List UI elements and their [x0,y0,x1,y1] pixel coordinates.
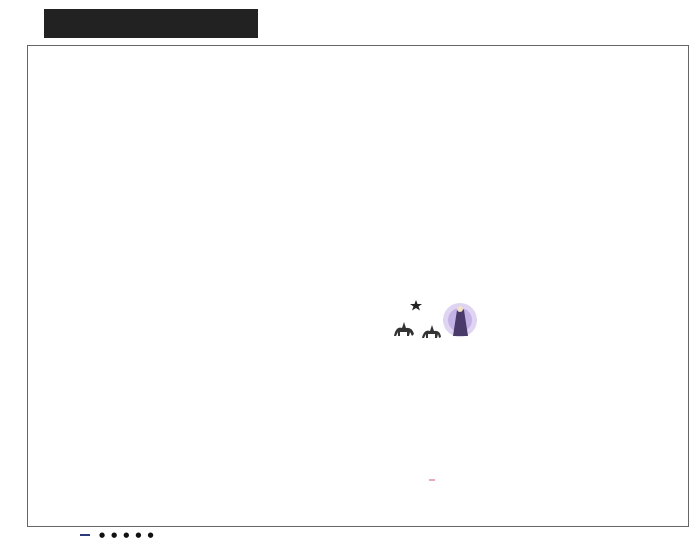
bullet-icon: ● [147,531,154,539]
bullet-icon: ● [123,531,130,539]
footer [80,528,157,542]
christmas-nativity-illustration [360,296,506,358]
church-name [80,534,90,536]
bullet-icon: ● [135,531,142,539]
bullet-icon: ● [99,531,106,539]
weekday-header-row [28,46,688,64]
calendar-grid [27,45,689,527]
bullet-icon: ● [111,531,118,539]
new-year-title [429,479,435,481]
calendar-title-bar [44,9,258,38]
new-year-service-notice [382,466,482,485]
